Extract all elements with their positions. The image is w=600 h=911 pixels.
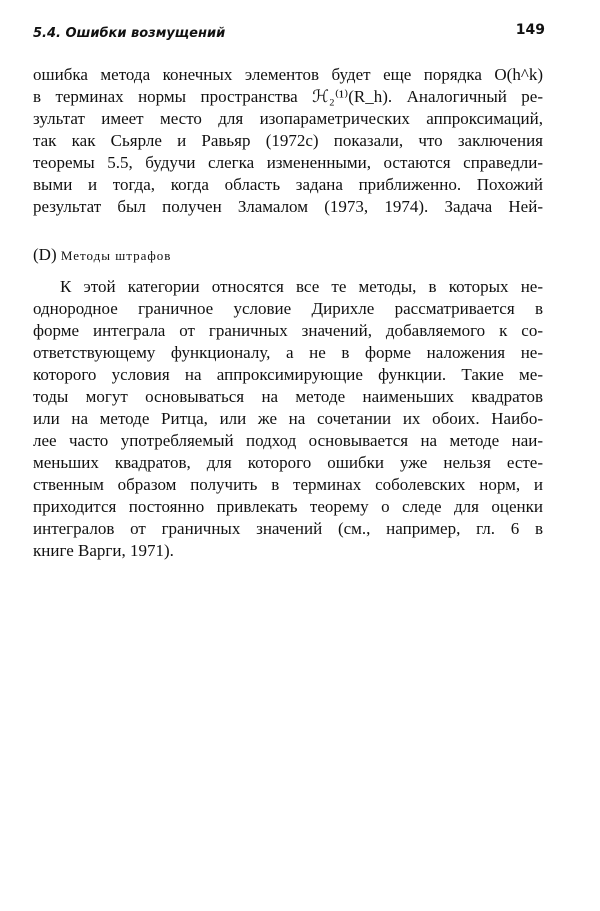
text-line: или на методе Ритца, или же на сочетании их обоих. Наибо- — [33, 409, 543, 428]
text-line: в терминах нормы пространства ℋ₂⁽¹⁾(R_h). Аналогичный ре- — [33, 87, 543, 106]
text-line: теоремы 5.5, будучи слегка измененными, остаются справедли- — [33, 153, 543, 172]
text-line: приходится постоянно привлекать теорему о следе для оценки — [33, 497, 543, 516]
text-line: выми и тогда, когда область задана приближенно. Похожий — [33, 175, 543, 194]
text-line: которого условия на аппроксимирующие функции. Такие ме- — [33, 365, 543, 384]
section-title: Методы штрафов — [60, 248, 172, 263]
text-line: книге Варги, 1971). — [33, 541, 174, 560]
text-line: К этой категории относятся все те методы, в которых не- — [60, 277, 543, 296]
text-line: однородное граничное условие Дирихле рассматривается в — [33, 299, 543, 318]
text-line: зультат имеет место для изопараметрических аппроксимаций, — [33, 109, 543, 128]
text-line: так как Сьярле и Равьяр (1972c) показали, что заключения — [33, 131, 543, 150]
text-line: тоды могут основываться на методе наименьших квадратов — [33, 387, 543, 406]
running-header — [33, 22, 545, 46]
text-line: лее часто употребляемый подход основывается на методе наи- — [33, 431, 543, 450]
section-heading — [33, 244, 171, 267]
text-line: ответствующему функционалу, а не в форме наложения не- — [33, 343, 543, 362]
text-line: форме интеграла от граничных значений, добавляемого к со- — [33, 321, 543, 340]
section-label: (D) — [33, 245, 57, 264]
text-line: ственным образом получить в терминах соболевских норм, и — [33, 475, 543, 494]
text-line: ошибка метода конечных элементов будет еще порядка O(h^k) — [33, 65, 543, 84]
text-line: меньших квадратов, для которого ошибки уже нельзя есте- — [33, 453, 543, 472]
section-running-title: 5.4. Ошибки возмущений — [33, 26, 226, 41]
page-number: 149 — [515, 22, 545, 38]
text-line: результат был получен Зламалом (1973, 1974). Задача Ней- — [33, 197, 543, 216]
text-line: интегралов от граничных значений (см., например, гл. 6 в — [33, 519, 543, 538]
